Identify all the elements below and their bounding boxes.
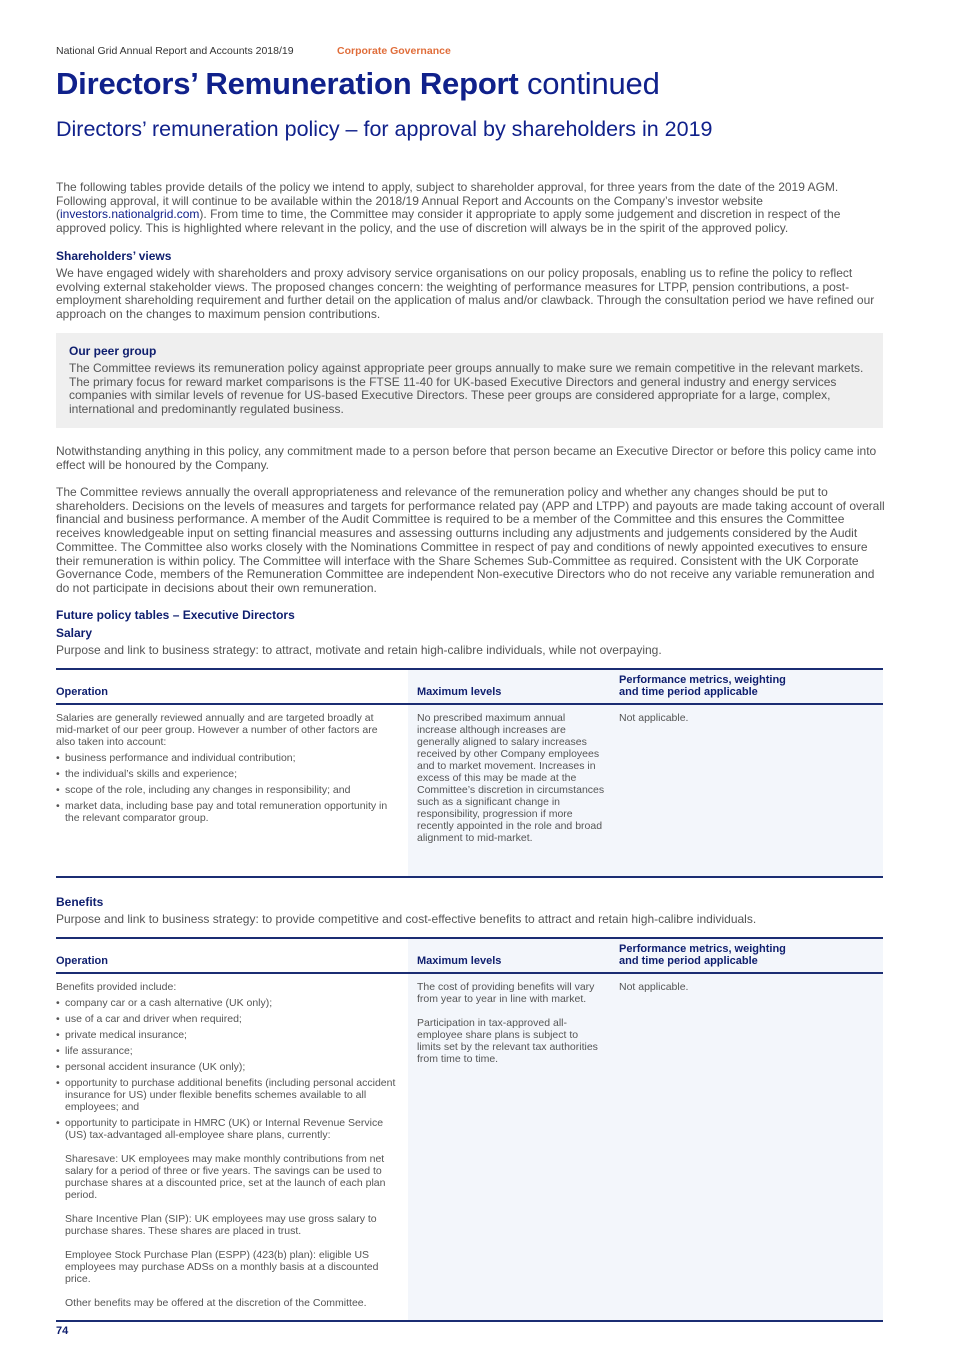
list-item: • personal accident insurance (UK only); (56, 1061, 396, 1073)
shareholders-views-paragraph: We have engaged widely with shareholders and proxy advisory service organisations on our policy proposals, enabling us to refine the policy to reflect evolving external stakeholder views. The proposed changes concern: the weighting of performance measures for LTPP, pension contributions, a post-employment shareholding requirement and further detail on the application of malus and/or clawback. Through the consultation period we have refined our approach on the changes to maximum pension contributions. (56, 266, 875, 322)
list-item: • opportunity to participate in HMRC (UK) or Internal Revenue Service (US) tax-advantaged all-employee share plans, currently: (56, 1117, 396, 1141)
column-header-maximum-levels: Maximum levels (417, 686, 502, 698)
intro-paragraph (56, 181, 886, 236)
intro-text-continued: ). From time to time, the Committee may consider it appropriate to apply some judgement and discretion in respect of the approved policy. This is highlighted where relevant in the policy, and the use of discretion will always be in the spirit of the approved policy. (56, 207, 841, 236)
salary-factors-list (56, 752, 391, 824)
maximum-cost-note: The cost of providing benefits will vary from year to year in line with market. (417, 981, 595, 1005)
header-line: and time period applicable (619, 686, 758, 698)
peer-group-callout (56, 333, 883, 428)
share-plan-sharesave: Sharesave: UK employees may make monthly contributions from net salary for a period of three or five years. The savings can be used to purchase shares at a discounted price, set at the launch of each plan period. (65, 1153, 386, 1201)
list-item: • use of a car and driver when required; (56, 1013, 396, 1025)
operation-intro: Benefits provided include: (56, 981, 177, 993)
share-plans (56, 1153, 396, 1309)
benefits-maximum-cell (417, 981, 602, 1065)
benefits-purpose: Purpose and link to business strategy: to provide competitive and cost-effective benefits to attract and retain high-calibre individuals. (56, 912, 757, 926)
salary-performance-cell: Not applicable. (619, 712, 689, 724)
share-plan-espp: Employee Stock Purchase Plan (ESPP) (423(b) plan): eligible US employees may purchase ADSs on a monthly basis at a discounted price. (65, 1249, 379, 1285)
column-header-maximum-levels: Maximum levels (417, 955, 502, 967)
salary-purpose: Purpose and link to business strategy: to attract, motivate and retain high-calibre individuals, while not overpaying. (56, 643, 662, 657)
salary-maximum-cell: No prescribed maximum annual increase although increases are generally aligned to salary increases received by other Company employees and to market movement. Increases in excess of this may be made at the Committee’s discretion in circumstances such as a significant change in responsibility, progression if more recently appointed in the role and broad alignment to mid-market. (417, 712, 605, 844)
header-line: Performance metrics, weighting (619, 943, 786, 955)
page-title (56, 66, 660, 102)
committee-review-paragraph: The Committee reviews annually the overall appropriateness and relevance of the remuneration policy and whether any changes should be put to shareholders. Decisions on the levels of measures and targets for performance related pay (APP and LTPP) and payouts are made taking account of overall financial and business performance. A member of the Audit Committee is required to be a member of the Committee and this ensures the Committee receives knowledgeable input on setting financial measures and assessing outturns including any adjustments and judgements considered by the Audit Committee. The Committee also works closely with the Nominations Committee in respect of pay and conditions of newly appointed executives to ensure their remuneration is within policy. The Committee will interface with the Share Schemes Sub-Committee as required. Consistent with the UK Corporate Governance Code, members of the Remuneration Committee are independent Non-executive Directors who do not receive any variable remuneration and do not participate in decisions about their own remuneration. (56, 485, 885, 595)
other-benefits-note: Other benefits may be offered at the discretion of the Committee. (65, 1297, 367, 1309)
notwithstanding-paragraph: Notwithstanding anything in this policy, any commitment made to a person before that person became an Executive Director or before this policy came into effect will be honoured by the Company. (56, 444, 877, 472)
benefits-performance-cell: Not applicable. (619, 981, 689, 993)
publication-title: National Grid Annual Report and Accounts 2018/19 (56, 45, 294, 57)
list-item: • life assurance; (56, 1045, 396, 1057)
table-bottom-rule (56, 876, 883, 878)
running-header (56, 45, 451, 57)
column-header-operation: Operation (56, 686, 108, 698)
share-plan-sip: Share Incentive Plan (SIP): UK employees may use gross salary to purchase shares. These shares are placed in trust. (65, 1213, 377, 1237)
list-item: • the individual’s skills and experience; (56, 768, 391, 780)
operation-intro: Salaries are generally reviewed annually and are targeted broadly at mid-market of our peer group. However a number of other factors are also taken into account: (56, 712, 378, 748)
table-bottom-rule (56, 1320, 883, 1322)
page-subtitle: Directors’ remuneration policy – for approval by shareholders in 2019 (56, 117, 713, 141)
list-item: • company car or a cash alternative (UK only); (56, 997, 396, 1009)
header-line: Performance metrics, weighting (619, 674, 786, 686)
intro-text: The following tables provide details of the policy we intend to apply, subject to shareholder approval, for three years from the date of the 2019 AGM. Following approval, it will continue to be available within the 2018/19 Annual Report and Accounts on the Company’s investor website ( (56, 180, 839, 222)
list-item: • private medical insurance; (56, 1029, 396, 1041)
table-top-rule (56, 668, 883, 670)
benefits-heading: Benefits (56, 895, 104, 909)
salary-operation-cell (56, 712, 391, 824)
header-line: and time period applicable (619, 955, 758, 967)
benefits-list (56, 997, 396, 1141)
maximum-share-plan-note: Participation in tax-approved all-employee share plans is subject to limits set by the relevant tax authorities from time to time. (417, 1017, 598, 1065)
column-header-performance-metrics (619, 674, 786, 698)
list-item: • business performance and individual contribution; (56, 752, 391, 764)
benefits-operation-cell (56, 981, 396, 1309)
column-header-operation: Operation (56, 955, 108, 967)
peer-group-paragraph: The Committee reviews its remuneration policy against appropriate peer groups annually to make sure we remain competitive in the relevant markets. The primary focus for reward market comparisons is the FTSE 11-40 for UK-based Executive Directors and general industry and energy services companies with similar levels of revenue for US-based Executive Directors. These peer groups are considered appropriate for a large, complex, international and predominantly regulated business. (69, 361, 864, 417)
peer-group-heading: Our peer group (69, 344, 157, 358)
table-top-rule (56, 937, 883, 939)
shareholders-views-heading: Shareholders’ views (56, 249, 172, 263)
page-number: 74 (56, 1325, 69, 1337)
list-item: • market data, including base pay and total remuneration opportunity in the relevant comparator group. (56, 800, 391, 824)
benefits-policy-table (56, 937, 883, 1325)
salary-heading: Salary (56, 626, 93, 640)
list-item: • scope of the role, including any changes in responsibility; and (56, 784, 391, 796)
page-title-main: Directors’ Remuneration Report (56, 66, 519, 101)
section-label: Corporate Governance (337, 45, 451, 57)
table-header-rule (56, 703, 883, 705)
salary-policy-table (56, 668, 883, 880)
page-title-suffix: continued (518, 66, 660, 101)
column-header-performance-metrics (619, 943, 786, 967)
table-header-rule (56, 972, 883, 974)
future-policy-heading: Future policy tables – Executive Directors (56, 608, 295, 622)
list-item: • opportunity to purchase additional benefits (including personal accident insurance for US) under flexible benefits schemes available to all employees; and (56, 1077, 396, 1113)
investor-website-link[interactable]: investors.nationalgrid.com (60, 207, 200, 222)
